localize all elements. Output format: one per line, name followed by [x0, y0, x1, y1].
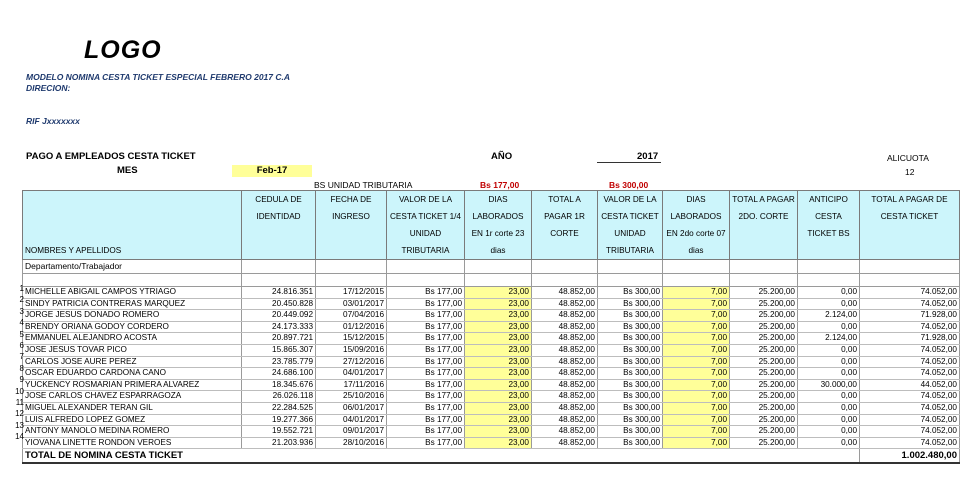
total-pagar: 71.928,00	[860, 333, 960, 345]
total-1: 48.852,00	[532, 402, 598, 414]
cedula: 26.026.118	[242, 391, 316, 403]
table-row	[23, 321, 960, 333]
total-pagar: 74.052,00	[860, 391, 960, 403]
days-1[interactable]: 23,00	[465, 344, 532, 356]
row-number: 3	[19, 306, 24, 316]
total-2: 25.200,00	[730, 402, 798, 414]
value-2: Bs 300,00	[598, 344, 663, 356]
value-1: Bs 177,00	[387, 310, 465, 322]
ingreso-date: 07/04/2016	[316, 310, 387, 322]
value-1: Bs 177,00	[387, 391, 465, 403]
anticipo[interactable]: 0,00	[798, 426, 860, 438]
year-label: AÑO	[491, 151, 513, 162]
employee-name: EMMANUEL ALEJANDRO ACOSTA	[23, 333, 242, 345]
value-2: Bs 300,00	[598, 391, 663, 403]
employee-name: JORGE JESUS DONADO ROMERO	[23, 310, 242, 322]
total-2: 25.200,00	[730, 344, 798, 356]
value-1: Bs 177,00	[387, 356, 465, 368]
logo: LOGO	[84, 36, 162, 64]
days-2[interactable]: 7,00	[663, 298, 730, 310]
value-1: Bs 177,00	[387, 426, 465, 438]
employee-name: SINDY PATRICIA CONTRERAS MARQUEZ	[23, 298, 242, 310]
anticipo[interactable]: 30.000,00	[798, 379, 860, 391]
days-1[interactable]: 23,00	[465, 402, 532, 414]
total-pagar: 74.052,00	[860, 298, 960, 310]
total-pagar: 74.052,00	[860, 287, 960, 299]
tax-unit-value-1[interactable]: Bs 177,00	[480, 180, 520, 190]
row-number: 6	[19, 341, 24, 350]
total-1: 48.852,00	[532, 333, 598, 345]
days-1[interactable]: 23,00	[465, 310, 532, 322]
days-2[interactable]: 7,00	[663, 333, 730, 345]
anticipo[interactable]: 0,00	[798, 356, 860, 368]
employee-name: LUIS ALFREDO LOPEZ GOMEZ	[23, 414, 242, 426]
total-1: 48.852,00	[532, 356, 598, 368]
days-1[interactable]: 23,00	[465, 368, 532, 380]
payment-title: PAGO A EMPLEADOS CESTA TICKET	[26, 151, 196, 162]
company-rif: RIF Jxxxxxxx	[26, 116, 80, 126]
cedula: 24.686.100	[242, 368, 316, 380]
days-2[interactable]: 7,00	[663, 437, 730, 449]
total-pagar: 74.052,00	[860, 437, 960, 449]
days-1[interactable]: 23,00	[465, 426, 532, 438]
table-row	[23, 356, 960, 368]
days-2[interactable]: 7,00	[663, 321, 730, 333]
value-1: Bs 177,00	[387, 437, 465, 449]
value-1: Bs 177,00	[387, 402, 465, 414]
total-1: 48.852,00	[532, 368, 598, 380]
employee-name: ANTONY MANOLO MEDINA ROMERO	[23, 426, 242, 438]
anticipo[interactable]: 0,00	[798, 368, 860, 380]
alicuota-value[interactable]: 12	[905, 167, 915, 177]
total-1: 48.852,00	[532, 287, 598, 299]
ingreso-date: 15/12/2015	[316, 333, 387, 345]
row-number: 1	[19, 284, 24, 293]
value-1: Bs 177,00	[387, 287, 465, 299]
total-2: 25.200,00	[730, 333, 798, 345]
employee-name: CARLOS JOSE AURE PEREZ	[23, 356, 242, 368]
col-header-total2: TOTAL A PAGAR 2DO. CORTE	[730, 191, 798, 260]
total-pagar: 44.052,00	[860, 379, 960, 391]
value-2: Bs 300,00	[598, 379, 663, 391]
ingreso-date: 15/09/2016	[316, 344, 387, 356]
employee-name: JOSE CARLOS CHAVEZ ESPARRAGOZA	[23, 391, 242, 403]
table-row	[23, 414, 960, 426]
employee-name: MIGUEL ALEXANDER TERAN GIL	[23, 402, 242, 414]
ingreso-date: 03/01/2017	[316, 298, 387, 310]
total-label: TOTAL DE NOMINA CESTA TICKET	[23, 449, 860, 464]
row-number: 13	[15, 420, 24, 430]
days-2[interactable]: 7,00	[663, 356, 730, 368]
days-2[interactable]: 7,00	[663, 379, 730, 391]
value-2: Bs 300,00	[598, 426, 663, 438]
value-2: Bs 300,00	[598, 333, 663, 345]
value-2: Bs 300,00	[598, 368, 663, 380]
month-value[interactable]: Feb-17	[232, 165, 312, 177]
ingreso-date: 09/01/2017	[316, 426, 387, 438]
alicuota-label: ALICUOTA	[887, 153, 929, 163]
days-1[interactable]: 23,00	[465, 356, 532, 368]
days-2[interactable]: 7,00	[663, 310, 730, 322]
anticipo[interactable]: 0,00	[798, 298, 860, 310]
tax-unit-label: BS UNIDAD TRIBUTARIA	[314, 180, 413, 190]
table-row	[23, 368, 960, 380]
employee-name: MICHELLE ABIGAIL CAMPOS YTRIAGO	[23, 287, 242, 299]
employee-name: YUCKENCY ROSMARIAN PRIMERA ALVAREZ	[23, 379, 242, 391]
ingreso-date: 27/12/2016	[316, 356, 387, 368]
days-2[interactable]: 7,00	[663, 391, 730, 403]
payroll-table	[22, 190, 960, 464]
table-row	[23, 298, 960, 310]
total-2: 25.200,00	[730, 437, 798, 449]
col-header-total1: TOTAL A PAGAR 1R CORTE	[532, 191, 598, 260]
days-1[interactable]: 23,00	[465, 391, 532, 403]
cedula: 22.284.525	[242, 402, 316, 414]
row-number: 8	[19, 363, 24, 373]
total-1: 48.852,00	[532, 321, 598, 333]
total-2: 25.200,00	[730, 321, 798, 333]
anticipo[interactable]: 2.124,00	[798, 310, 860, 322]
value-2: Bs 300,00	[598, 321, 663, 333]
days-1[interactable]: 23,00	[465, 321, 532, 333]
value-1: Bs 177,00	[387, 344, 465, 356]
total-2: 25.200,00	[730, 391, 798, 403]
days-2[interactable]: 7,00	[663, 402, 730, 414]
ingreso-date: 28/10/2016	[316, 437, 387, 449]
days-1[interactable]: 23,00	[465, 379, 532, 391]
total-2: 25.200,00	[730, 310, 798, 322]
ingreso-date: 17/11/2016	[316, 379, 387, 391]
col-header-name: NOMBRES Y APELLIDOS	[23, 191, 242, 260]
table-row	[23, 402, 960, 414]
value-2: Bs 300,00	[598, 310, 663, 322]
total-pagar: 74.052,00	[860, 368, 960, 380]
row-number: 2	[19, 295, 24, 305]
total-pagar: 74.052,00	[860, 402, 960, 414]
company-model: MODELO NOMINA CESTA TICKET ESPECIAL FEBRERO 2017 C.A	[26, 72, 291, 82]
cedula: 19.552.721	[242, 426, 316, 438]
total-1: 48.852,00	[532, 344, 598, 356]
row-number: 9	[19, 375, 24, 385]
total-value[interactable]: 1.002.480,00	[860, 449, 960, 464]
total-pagar: 71.928,00	[860, 310, 960, 322]
col-header-valor2: VALOR DE LA CESTA TICKET UNIDAD TRIBUTARIA	[598, 191, 663, 260]
total-pagar: 74.052,00	[860, 356, 960, 368]
anticipo[interactable]: 0,00	[798, 414, 860, 426]
total-1: 48.852,00	[532, 310, 598, 322]
employee-name: JOSE JESUS TOVAR PICO	[23, 344, 242, 356]
total-pagar: 74.052,00	[860, 321, 960, 333]
total-2: 25.200,00	[730, 379, 798, 391]
cedula: 20.450.828	[242, 298, 316, 310]
total-1: 48.852,00	[532, 298, 598, 310]
value-1: Bs 177,00	[387, 379, 465, 391]
cedula: 24.816.351	[242, 287, 316, 299]
cedula: 23.785.779	[242, 356, 316, 368]
ingreso-date: 06/01/2017	[316, 402, 387, 414]
value-1: Bs 177,00	[387, 414, 465, 426]
days-1[interactable]: 23,00	[465, 414, 532, 426]
total-2: 25.200,00	[730, 287, 798, 299]
ingreso-date: 01/12/2016	[316, 321, 387, 333]
anticipo[interactable]: 0,00	[798, 321, 860, 333]
dept-label: Departamento/Trabajador	[23, 260, 242, 274]
row-number: 7	[19, 352, 24, 362]
table-row	[23, 344, 960, 356]
employee-name: BRENDY ORIANA GODOY CORDERO	[23, 321, 242, 333]
days-1[interactable]: 23,00	[465, 287, 532, 299]
value-2: Bs 300,00	[598, 414, 663, 426]
row-number: 14	[15, 432, 24, 442]
employee-name: YIOVANA LINETTE RONDON VEROES	[23, 437, 242, 449]
value-1: Bs 177,00	[387, 333, 465, 345]
anticipo[interactable]: 2.124,00	[798, 333, 860, 345]
cedula: 20.897.721	[242, 333, 316, 345]
table-header	[23, 191, 960, 260]
days-2[interactable]: 7,00	[663, 414, 730, 426]
days-2[interactable]: 7,00	[663, 368, 730, 380]
value-2: Bs 300,00	[598, 437, 663, 449]
row-number: 11	[15, 398, 24, 407]
days-2[interactable]: 7,00	[663, 344, 730, 356]
cedula: 20.449.092	[242, 310, 316, 322]
value-1: Bs 177,00	[387, 368, 465, 380]
value-2: Bs 300,00	[598, 356, 663, 368]
total-2: 25.200,00	[730, 356, 798, 368]
table-row	[23, 437, 960, 449]
col-header-anticipo: ANTICIPO CESTA TICKET BS	[798, 191, 860, 260]
total-1: 48.852,00	[532, 437, 598, 449]
total-row	[23, 449, 960, 464]
anticipo[interactable]: 0,00	[798, 391, 860, 403]
table-row	[23, 379, 960, 391]
value-2: Bs 300,00	[598, 298, 663, 310]
value-1: Bs 177,00	[387, 298, 465, 310]
table-row	[23, 287, 960, 299]
table-row	[23, 426, 960, 438]
row-number: 5	[19, 329, 24, 339]
total-1: 48.852,00	[532, 426, 598, 438]
days-2[interactable]: 7,00	[663, 426, 730, 438]
total-1: 48.852,00	[532, 391, 598, 403]
ingreso-date: 04/01/2017	[316, 368, 387, 380]
days-2[interactable]: 7,00	[663, 287, 730, 299]
col-header-dias2: DIAS LABORADOS EN 2do corte 07 dias	[663, 191, 730, 260]
col-header-total-pagar: TOTAL A PAGAR DE CESTA TICKET	[860, 191, 960, 260]
total-2: 25.200,00	[730, 368, 798, 380]
month-label: MES	[117, 165, 138, 176]
anticipo[interactable]: 0,00	[798, 402, 860, 414]
cedula: 18.345.676	[242, 379, 316, 391]
cedula: 24.173.333	[242, 321, 316, 333]
value-2: Bs 300,00	[598, 287, 663, 299]
cedula: 21.203.936	[242, 437, 316, 449]
table-row	[23, 333, 960, 345]
value-1: Bs 177,00	[387, 321, 465, 333]
total-1: 48.852,00	[532, 379, 598, 391]
row-number: 4	[19, 318, 24, 328]
total-pagar: 74.052,00	[860, 344, 960, 356]
cedula: 19.277.366	[242, 414, 316, 426]
company-address: DIRECION:	[26, 83, 71, 93]
col-header-valor1: VALOR DE LA CESTA TICKET 1/4 UNIDAD TRIBUTARIA	[387, 191, 465, 260]
col-header-dias1: DIAS LABORADOS EN 1r corte 23 dias	[465, 191, 532, 260]
tax-unit-value-2[interactable]: Bs 300,00	[609, 180, 649, 190]
ingreso-date: 25/10/2016	[316, 391, 387, 403]
table-row	[23, 310, 960, 322]
days-1[interactable]: 23,00	[465, 298, 532, 310]
anticipo[interactable]: 0,00	[798, 437, 860, 449]
col-header-fecha: FECHA DE INGRESO	[316, 191, 387, 260]
total-2: 25.200,00	[730, 298, 798, 310]
total-1: 48.852,00	[532, 414, 598, 426]
ingreso-date: 17/12/2015	[316, 287, 387, 299]
col-header-cedula: CEDULA DE IDENTIDAD	[242, 191, 316, 260]
table-row	[23, 391, 960, 403]
anticipo[interactable]: 0,00	[798, 344, 860, 356]
year-value[interactable]: 2017	[637, 151, 659, 162]
days-1[interactable]: 23,00	[465, 437, 532, 449]
days-1[interactable]: 23,00	[465, 333, 532, 345]
total-pagar: 74.052,00	[860, 426, 960, 438]
anticipo[interactable]: 0,00	[798, 287, 860, 299]
row-number: 12	[15, 409, 24, 419]
employee-name: OSCAR EDUARDO CARDONA CANO	[23, 368, 242, 380]
total-pagar: 74.052,00	[860, 414, 960, 426]
total-2: 25.200,00	[730, 426, 798, 438]
row-number: 10	[15, 386, 24, 396]
total-2: 25.200,00	[730, 414, 798, 426]
value-2: Bs 300,00	[598, 402, 663, 414]
ingreso-date: 04/01/2017	[316, 414, 387, 426]
cedula: 15.865.307	[242, 344, 316, 356]
